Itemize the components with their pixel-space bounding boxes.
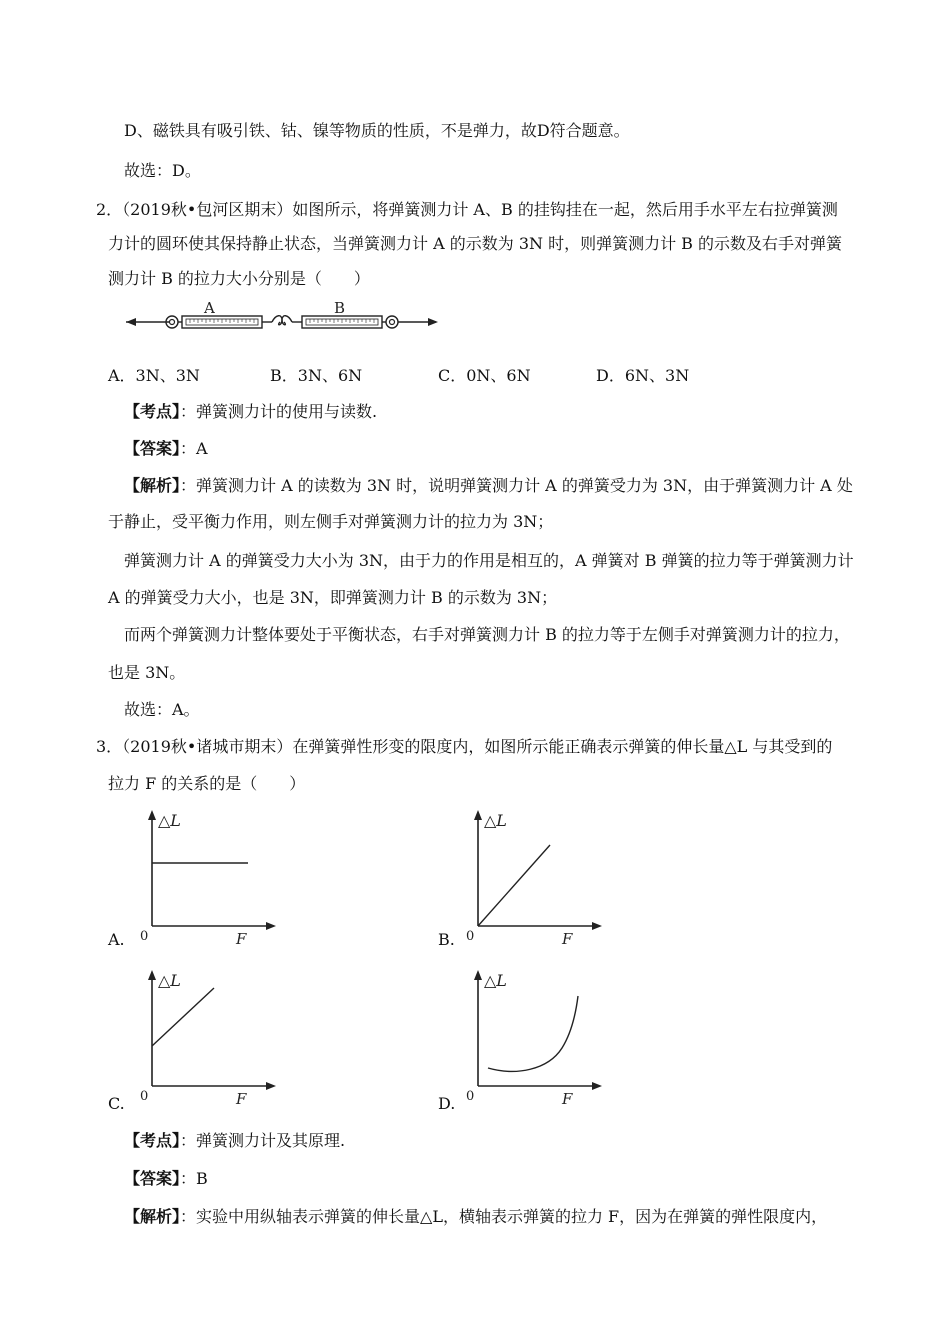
q2-jiexi-line3: 弹簧测力计 A 的弹簧受力大小为 3N，由于力的作用是相互的，A 弹簧对 B 弹簧的拉力等于弹簧测力计 — [124, 551, 854, 570]
kaodian-text: ：弹簧测力计及其原理. — [180, 1131, 346, 1150]
q2-jiexi-line1 — [124, 476, 853, 496]
q3-daan — [124, 1169, 208, 1189]
daan-text: ：B — [180, 1169, 208, 1188]
graph-d-origin: 0 — [466, 1089, 475, 1104]
q2-daan — [124, 439, 208, 459]
q2-stem-line3: 测力计 B 的拉力大小分别是（ ） — [108, 269, 370, 288]
graph-d — [456, 968, 606, 1108]
answer-choice-q1: 故选：D。 — [124, 161, 201, 180]
jiexi-key: 【解析】 — [124, 1207, 181, 1226]
q2-jiexi-line4: A 的弹簧受力大小，也是 3N，即弹簧测力计 B 的示数为 3N； — [108, 588, 558, 607]
jiexi-key: 【解析】 — [124, 476, 181, 495]
graph-c — [130, 968, 280, 1108]
jiexi-text: ：弹簧测力计 A 的读数为 3N 时，说明弹簧测力计 A 的弹簧受力为 3N，由于弹簧测力计 A 处 — [180, 476, 853, 495]
graph-a — [130, 808, 280, 948]
graph-a-y-label: △L — [158, 811, 181, 830]
daan-text: ：A — [180, 439, 208, 458]
graph-b — [456, 808, 606, 948]
jiexi-text: ：实验中用纵轴表示弹簧的伸长量△L，横轴表示弹簧的拉力 F，因为在弹簧的弹性限度内， — [180, 1207, 828, 1226]
graph-b-origin: 0 — [466, 929, 475, 944]
graph-b-x-label: F — [562, 930, 573, 948]
scale-a-label: A — [204, 300, 215, 317]
spring-scales-figure — [124, 300, 440, 340]
q2-option-d: D．6N、3N — [596, 366, 690, 385]
daan-key: 【答案】 — [124, 1169, 181, 1188]
graph-c-x-label: F — [236, 1090, 247, 1108]
q2-jiexi-line5: 而两个弹簧测力计整体要处于平衡状态，右手对弹簧测力计 B 的拉力等于左侧手对弹簧测力计的拉力， — [124, 625, 850, 644]
graph-d-x-label: F — [562, 1090, 573, 1108]
graph-a-origin: 0 — [140, 929, 149, 944]
q3-stem-line1: 3．（2019秋•诸城市期末）在弹簧弹性形变的限度内，如图所示能正确表示弹簧的伸长量△L 与其受到的 — [96, 737, 833, 756]
kaodian-key: 【考点】 — [124, 1131, 181, 1150]
graph-d-label: D. — [438, 1094, 456, 1113]
q2-jiexi-line2: 于静止，受平衡力作用，则左侧手对弹簧测力计的拉力为 3N； — [108, 512, 554, 531]
q2-stem-line2: 力计的圆环使其保持静止状态，当弹簧测力计 A 的示数为 3N 时，则弹簧测力计 B 的示数及右手对弹簧 — [108, 234, 843, 253]
q2-kaodian — [124, 402, 377, 422]
option-d-explanation: D、磁铁具有吸引铁、钴、镍等物质的性质，不是弹力，故D符合题意。 — [124, 121, 630, 140]
graph-a-x-label: F — [236, 930, 247, 948]
q3-stem-line2: 拉力 F 的关系的是（ ） — [108, 774, 306, 793]
graph-a-label: A. — [108, 930, 125, 949]
graph-c-label: C. — [108, 1094, 125, 1113]
q2-jiexi-line6: 也是 3N。 — [108, 663, 186, 682]
q2-option-c: C．0N、6N — [438, 366, 531, 385]
q3-kaodian — [124, 1131, 345, 1151]
graph-c-origin: 0 — [140, 1089, 149, 1104]
q3-jiexi-line1 — [124, 1207, 827, 1227]
graph-d-y-label: △L — [484, 971, 507, 990]
graph-c-y-label: △L — [158, 971, 181, 990]
graph-b-label: B. — [438, 930, 455, 949]
q2-option-a: A．3N、3N — [108, 366, 200, 385]
q2-stem-line1: 2．（2019秋•包河区期末）如图所示，将弹簧测力计 A、B 的挂钩挂在一起，然后用手水平左右拉弹簧测 — [96, 200, 838, 219]
daan-key: 【答案】 — [124, 439, 181, 458]
kaodian-key: 【考点】 — [124, 402, 181, 421]
answer-choice-q2: 故选：A。 — [124, 700, 200, 719]
graph-b-y-label: △L — [484, 811, 507, 830]
q2-option-b: B．3N、6N — [270, 366, 363, 385]
kaodian-text: ：弹簧测力计的使用与读数. — [180, 402, 378, 421]
scale-b-label: B — [334, 300, 346, 317]
